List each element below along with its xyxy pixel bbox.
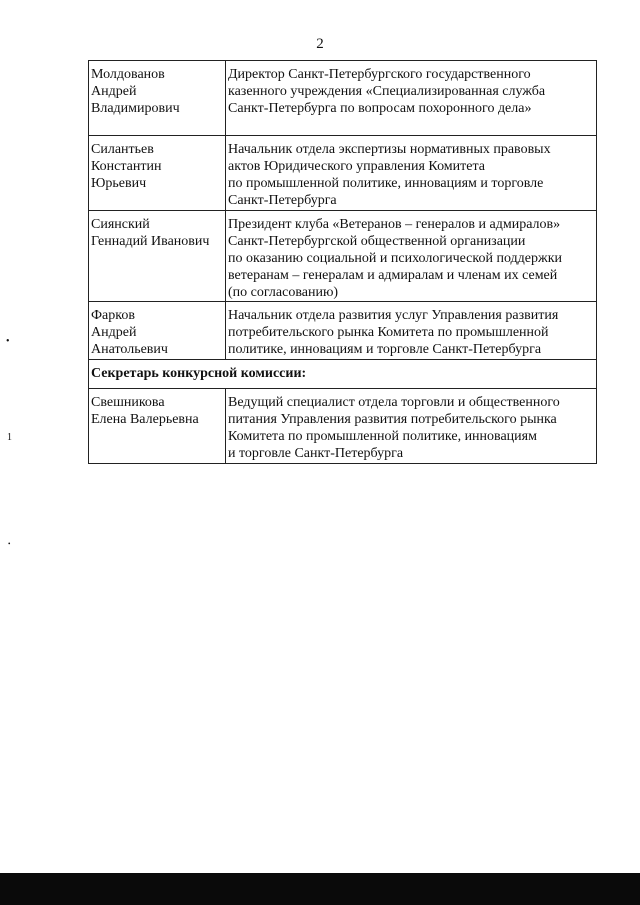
scan-bottom-edge (0, 873, 640, 905)
secretary-name-cell (89, 389, 226, 464)
table-row (89, 136, 597, 211)
position-line: Комитета по промышленной политике, инновациям (228, 429, 537, 444)
member-surname: Фарков (91, 308, 135, 323)
member-position-cell (226, 211, 597, 302)
position-line: питания Управления развития потребительского рынка (228, 412, 557, 427)
position-line: Ведущий специалист отдела торговли и общественного (228, 395, 560, 410)
position-line: Директор Санкт-Петербургского государственного (228, 67, 531, 82)
secretary-given-names: Елена Валерьевна (91, 412, 199, 427)
member-first-name: Андрей (91, 325, 137, 340)
position-line: Санкт-Петербурга по вопросам похоронного дела» (228, 101, 532, 116)
member-patronymic: Владимирович (91, 101, 180, 116)
member-name-cell (89, 61, 226, 136)
member-surname: Силантьев (91, 142, 154, 157)
member-patronymic: Юрьевич (91, 176, 147, 191)
position-line: (по согласованию) (228, 285, 339, 300)
member-first-name: Геннадий Иванович (91, 234, 210, 249)
member-position-cell (226, 302, 597, 360)
position-line: Президент клуба «Ветеранов – генералов и адмиралов» (228, 217, 561, 232)
scan-mark: 1 (7, 432, 12, 443)
member-surname: Молдованов (91, 67, 165, 82)
table-row (89, 61, 597, 136)
position-line: казенного учреждения «Специализированная служба (228, 84, 546, 99)
member-position-cell (226, 61, 597, 136)
position-line: Санкт-Петербурга (228, 193, 337, 208)
table-row (89, 302, 597, 360)
table-row (89, 360, 597, 389)
commission-members-table (88, 60, 597, 464)
table-row (89, 389, 597, 464)
position-line: и торговле Санкт-Петербурга (228, 446, 404, 461)
position-line: по оказанию социальной и психологической поддержки (228, 251, 562, 266)
position-line: политике, инновациям и торговле Санкт-Петербурга (228, 342, 542, 357)
member-name-cell (89, 136, 226, 211)
member-name-cell (89, 302, 226, 360)
position-line: по промышленной политике, инновациям и торговле (228, 176, 544, 191)
scan-mark: • (6, 336, 10, 347)
position-line: актов Юридического управления Комитета (228, 159, 485, 174)
table-row (89, 211, 597, 302)
member-position-cell (226, 136, 597, 211)
position-line: ветеранам – генералам и адмиралам и членам их семей (228, 268, 558, 283)
secretary-surname: Свешникова (91, 395, 165, 410)
member-surname: Сиянский (91, 217, 150, 232)
position-line: Санкт-Петербургской общественной организации (228, 234, 526, 249)
position-line: потребительского рынка Комитета по промышленной (228, 325, 549, 340)
secretary-section-title: Секретарь конкурсной комиссии: (89, 360, 597, 389)
position-line: Начальник отдела развития услуг Управления развития (228, 308, 559, 323)
page-number: 2 (316, 36, 324, 52)
member-name-cell (89, 211, 226, 302)
scan-mark: • (8, 540, 11, 548)
member-first-name: Андрей (91, 84, 137, 99)
secretary-position-cell (226, 389, 597, 464)
position-line: Начальник отдела экспертизы нормативных правовых (228, 142, 551, 157)
member-first-name: Константин (91, 159, 162, 174)
member-patronymic: Анатольевич (91, 342, 168, 357)
